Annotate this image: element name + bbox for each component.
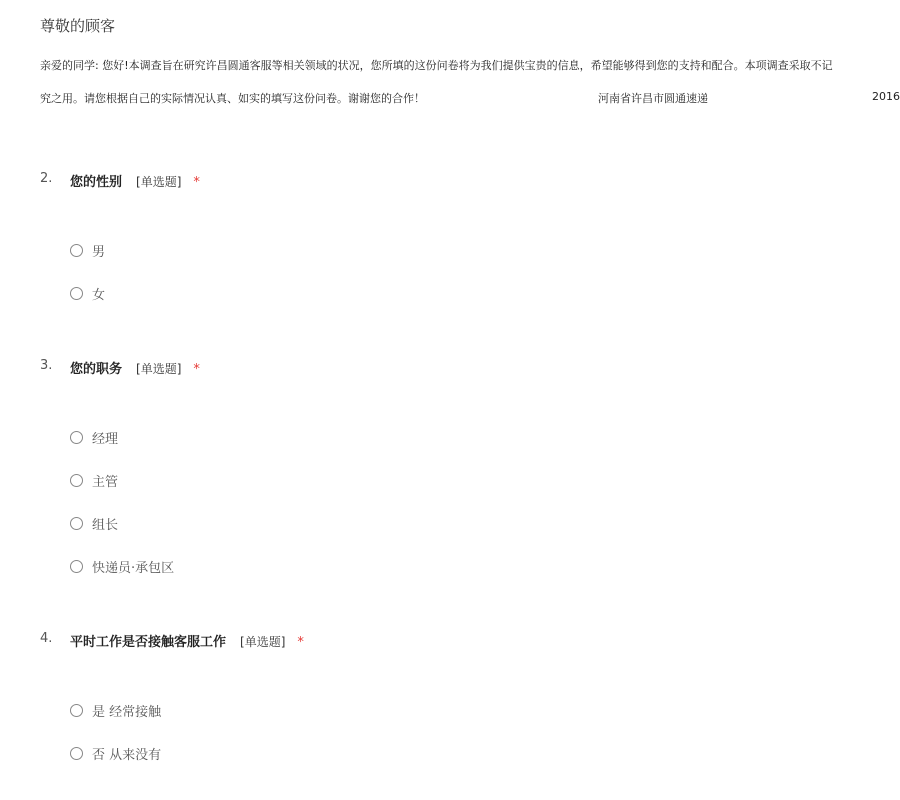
radio-button[interactable] (70, 244, 83, 257)
option-supervisor[interactable] (70, 471, 118, 489)
question-type-tag: [单选题] (240, 635, 286, 649)
question-title (70, 171, 200, 190)
question-title-text: 平时工作是否接触客服工作 (70, 635, 227, 650)
option-no-never[interactable] (70, 744, 161, 762)
question-number: 2. (40, 171, 53, 186)
radio-button[interactable] (70, 474, 83, 487)
option-team-leader[interactable] (70, 514, 118, 532)
option-courier[interactable] (70, 557, 174, 575)
option-yes-often[interactable] (70, 701, 161, 719)
required-marker: * (193, 175, 200, 190)
question-title (70, 631, 304, 650)
option-manager[interactable] (70, 428, 118, 446)
option-label: 女 (92, 287, 106, 303)
radio-button[interactable] (70, 431, 83, 444)
option-label: 组长 (92, 517, 119, 533)
option-label: 男 (92, 244, 106, 260)
greeting-heading: 尊敬的顾客 (40, 17, 116, 35)
option-male[interactable] (70, 241, 105, 259)
radio-button[interactable] (70, 560, 83, 573)
option-label: 快递员·承包区 (92, 560, 175, 576)
question-type-tag: [单选题] (136, 362, 182, 376)
question-title-text: 您的性别 (70, 175, 123, 190)
question-title (70, 358, 200, 377)
question-number: 3. (40, 358, 53, 373)
option-label: 是 经常接触 (92, 704, 162, 720)
required-marker: * (193, 362, 200, 377)
required-marker: * (297, 635, 304, 650)
radio-button[interactable] (70, 704, 83, 717)
question-number: 4. (40, 631, 53, 646)
radio-button[interactable] (70, 517, 83, 530)
radio-button[interactable] (70, 287, 83, 300)
question-title-text: 您的职务 (70, 362, 123, 377)
signature-organization: 河南省许昌市圆通速递 (598, 92, 708, 105)
intro-text-line-1: 亲爱的同学: 您好!本调查旨在研究许昌圆通客服等相关领域的状况，您所填的这份问卷将为我们提供宝贵的信息，希望能够得到您的支持和配合。本项调查采取不记 (40, 59, 833, 72)
radio-button[interactable] (70, 747, 83, 760)
option-label: 否 从来没有 (92, 747, 162, 763)
option-female[interactable] (70, 284, 105, 302)
intro-text-line-2: 究之用。请您根据自己的实际情况认真、如实的填写这份问卷。谢谢您的合作！ (40, 92, 425, 105)
option-label: 主管 (92, 474, 119, 490)
option-label: 经理 (92, 431, 119, 447)
signature-date: 2016 (872, 90, 900, 103)
question-type-tag: [单选题] (136, 175, 182, 189)
